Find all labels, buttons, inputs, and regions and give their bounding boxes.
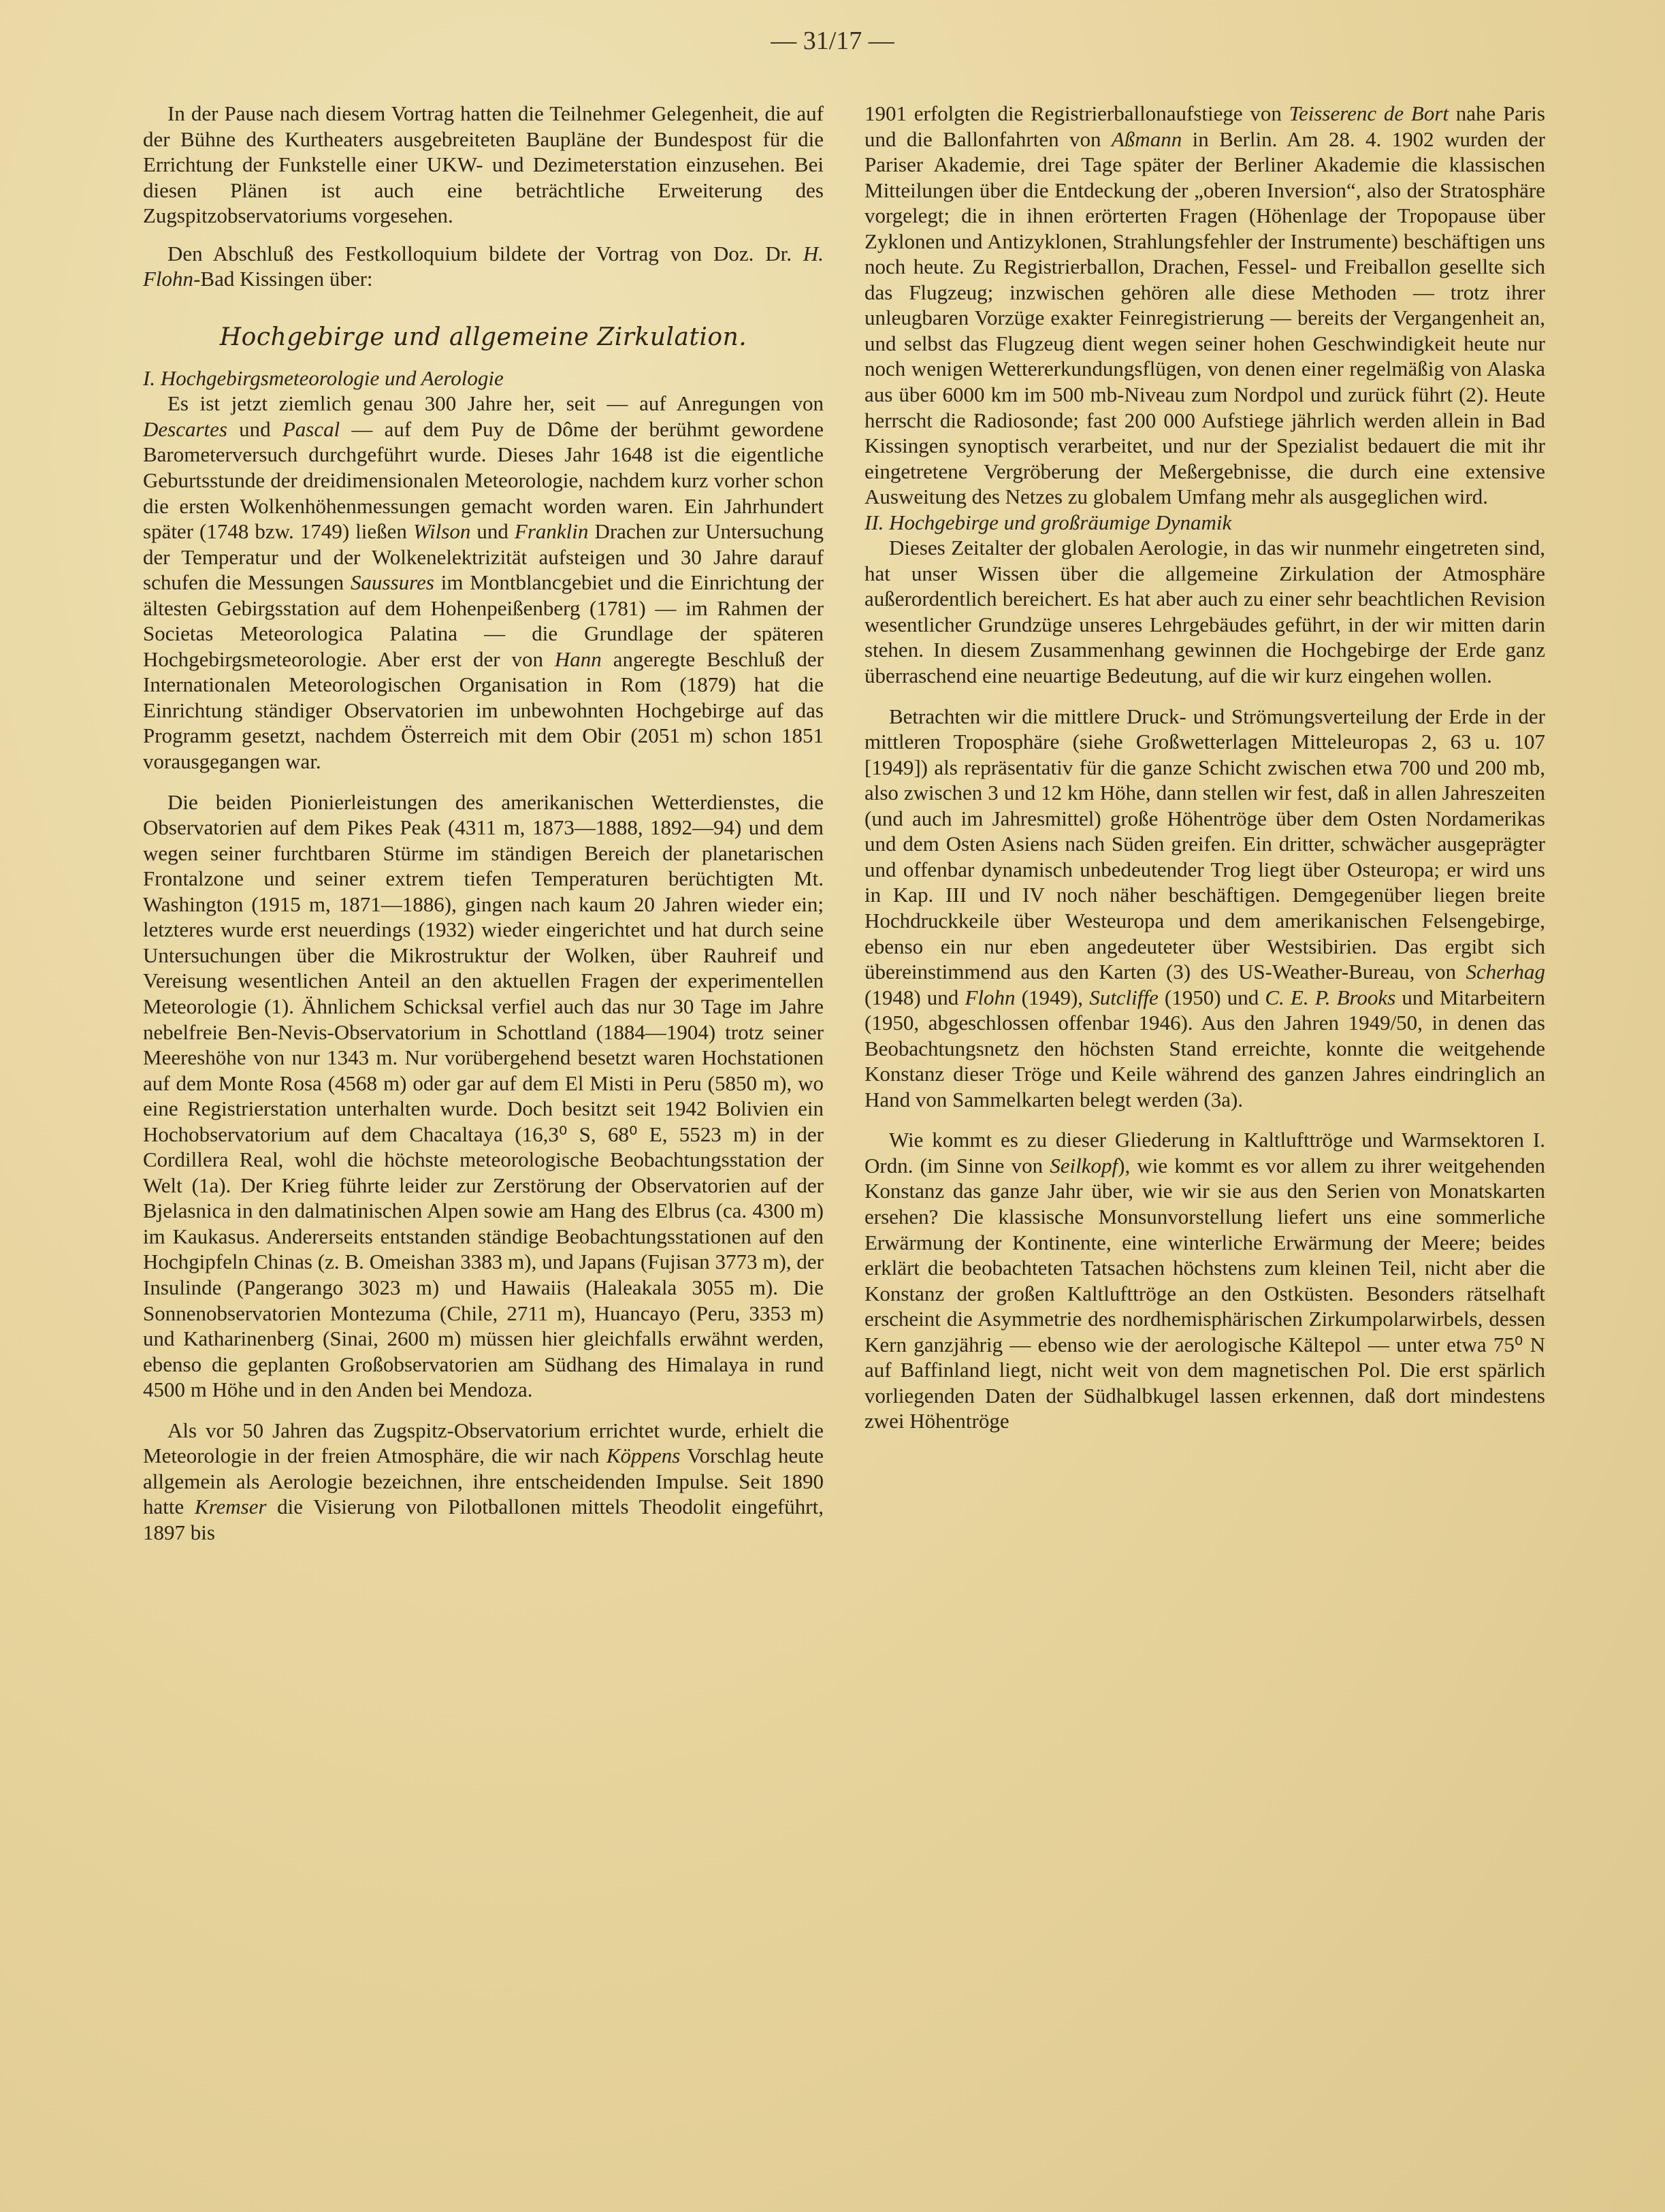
left-column [143, 101, 824, 1545]
paragraph: Wie kommt es zu dieser Gliederung in Kaltlufttröge und Warmsektoren I. Ordn. (im Sinne von Seilkopf), wie kommt es vor allem zu ihrer weitgehenden Konstanz das ganze Jahr über, wie wir sie aus den Serien von Monatskarten ersehen? Die klassische Monsunvorstellung liefert uns eine sommerliche Erwärmung der Kontinente, eine winterliche Erwärmung der Meere; beides erklärt die beobachteten Tatsachen höchstens zum kleinen Teil, nicht aber die Konstanz der großen Kaltlufttröge an den Ostküsten. Besonders rätselhaft erscheint die Asymmetrie des nordhemisphärischen Zirkumpolarwirbels, dessen Kern ganzjährig — ebenso wie der aerologische Kältepol — unter etwa 75⁰ N auf Baffinland liegt, nicht weit von dem magnetischen Pol. Die erst spärlich vorliegenden Daten der Südhalbkugel lassen erkennen, daß dort mindestens zwei Höhentröge [864, 1128, 1545, 1433]
subsection-heading: II. Hochgebirge und großräumige Dynamik [864, 510, 1232, 534]
paragraph: Dieses Zeitalter der globalen Aerologie, in das wir nunmehr eingetreten sind, hat unser Wissen über die allgemeine Zirkulation der Atmosphäre außerordentlich bereichert. Es hat aber auch zu einer sehr beachtlichen Revision wesentlicher Grundzüge unseres Lehrgebäudes geführt, in der wir mitten darin stehen. In diesem Zusammenhang gewinnen die Hochgebirge der Erde ganz überraschend eine neuartige Bedeutung, auf die wir kurz eingehen wollen. [864, 536, 1545, 688]
paragraph: Den Abschluß des Festkolloquium bildete der Vortrag von Doz. Dr. H. Flohn-Bad Kissingen über: [143, 241, 824, 291]
paragraph: Als vor 50 Jahren das Zugspitz-Observatorium errichtet wurde, erhielt die Meteorologie in der freien Atmosphäre, die wir nach Köppens Vorschlag heute allgemein als Aerologie bezeichnen, ihre entscheidenden Impulse. Seit 1890 hatte Kremser die Visierung von Pilotballonen mittels Theodolit eingeführt, 1897 bis [143, 1418, 824, 1544]
subsection-heading: I. Hochgebirgsmeteorologie und Aerologie [143, 365, 504, 390]
section-title: Hochgebirge und allgemeine Zirkulation. [219, 323, 747, 351]
paragraph: 1901 erfolgten die Registrierballonaufstiege von Teisserenc de Bort nahe Paris und die Ballonfahrten von Aßmann in Berlin. Am 28. 4. 1902 wurden der Pariser Akademie, drei Tage später der Berliner Akademie die klassischen Mitteilungen über die Entdeckung der „oberen Inversion“, also der Stratosphäre vorgelegt; die in ihnen erörterten Fragen (Höhenlage der Tropopause über Zyklonen und Antizyklonen, Strahlungsfehler der Instrumente) beschäftigen uns noch heute. Zu Registrierballon, Drachen, Fessel- und Freiballon gesellte sich das Flugzeug; inzwischen gehören alle diese Methoden — trotz ihrer unleugbaren Vorzüge exakter Feinregistrierung — bereits der Vergangenheit an, und selbst das Flugzeug dient wegen seiner hohen Geschwindigkeit heute nur noch wenigen Wettererkundungsflügen, von denen einer regelmäßig von Alaska aus über 6000 km im 500 mb-Niveau zum Nordpol und zurück führt (2). Heute herrscht die Radiosonde; fast 200 000 Aufstiege jährlich werden allein in Bad Kissingen synoptisch verarbeitet, und nur der Spezialist bedauert die mit ihr eingetretene Vergröberung der Meßergebnisse, die durch eine extensive Ausweitung des Netzes zu globalem Umfang mehr als ausgeglichen wird. [864, 101, 1545, 509]
paragraph: Betrachten wir die mittlere Druck- und Strömungsverteilung der Erde in der mittleren Troposphäre (siehe Großwetterlagen Mitteleuropas 2, 63 u. 107 [1949]) als repräsentativ für die ganze Schicht zwischen etwa 700 und 200 mb, also zwischen 3 und 12 km Höhe, dann stellen wir fest, daß in allen Jahreszeiten (und auch im Jahresmittel) große Höhentröge über dem Osten Nordamerikas und dem Osten Asiens nach Süden greifen. Ein dritter, schwächer ausgeprägter und offenbar dynamisch unbedeutender Trog liegt über Osteuropa; er wird uns in Kap. III und IV noch näher beschäftigen. Demgegenüber liegen breite Hochdruckkeile über Westeuropa und dem amerikanischen Felsengebirge, ebenso ein nur eben angedeuteter über Westsibirien. Das ergibt sich übereinstimmend aus den Karten (3) des US-Weather-Bureau, von Scherhag (1948) und Flohn (1949), Sutcliffe (1950) und C. E. P. Brooks und Mitarbeitern (1950, abgeschlossen offenbar 1946). Aus den Jahren 1949/50, in denen das Beobachtungsnetz den höchsten Stand erreichte, konnte die weitgehende Konstanz dieser Tröge und Keile während des ganzen Jahres eindringlich an Hand von Sammelkarten belegt werden (3a). [864, 704, 1545, 1111]
paragraph: Es ist jetzt ziemlich genau 300 Jahre her, seit — auf Anregungen von Descartes und Pascal — auf dem Puy de Dôme der berühmt gewordene Barometerversuch durchgeführt wurde. Dieses Jahr 1648 ist die eigentliche Geburtsstunde der dreidimensionalen Meteorologie, nachdem kurz vorher schon die ersten Wolkenhöhenmessungen gemacht worden waren. Ein Jahrhundert später (1748 bzw. 1749) ließen Wilson und Franklin Drachen zur Untersuchung der Temperatur und der Wolkenelektrizität aufsteigen und 30 Jahre darauf schufen die Messungen Saussures im Montblancgebiet und die Einrichtung der ältesten Gebirgsstation auf dem Hohenpeißenberg (1781) — im Rahmen der Societas Meteorologica Palatina — die Grundlage der späteren Hochgebirgsmeteorologie. Aber erst der von Hann angeregte Beschluß der Internationalen Meteorologischen Organisation in Rom (1879) hat die Einrichtung ständiger Observatorien im unbewohnten Hochgebirge auf das Programm gesetzt, nachdem Österreich mit dem Obir (2051 m) schon 1851 vorausgegangen war. [143, 391, 824, 774]
paragraph: Die beiden Pionierleistungen des amerikanischen Wetterdienstes, die Observatorien auf dem Pikes Peak (4311 m, 1873—1888, 1892—94) und dem wegen seiner furchtbaren Stürme im ständigen Bereich der planetarischen Frontalzone und seiner extrem tiefen Temperaturen berüchtigten Mt. Washington (1915 m, 1871—1886), gingen nach kaum 20 Jahren wieder ein; letzteres wurde erst neuerdings (1932) wieder eingerichtet und hat durch seine Untersuchungen über die Mikrostruktur der Wolken, über Rauhreif und Vereisung wesentlichen Anteil an den aktuellen Fragen der experimentellen Meteorologie (1). Ähnlichem Schicksal verfiel auch das nur 30 Tage im Jahre nebelfreie Ben-Nevis-Observatorium in Schottland (1884—1904) trotz seiner Meereshöhe von nur 1343 m. Nur vorübergehend besetzt waren Hochstationen auf dem Monte Rosa (4568 m) oder gar auf dem El Misti in Peru (5850 m), wo eine Registrierstation unterhalten wurde. Doch besitzt seit 1942 Bolivien ein Hochobservatorium auf dem Chacaltaya (16,3⁰ S, 68⁰ E, 5523 m) in der Cordillera Real, wohl die höchste meteorologische Beobachtungsstation der Welt (1a). Der Krieg führte leider zur Zerstörung der Observatorien auf der Bjelasnica in den dalmatinischen Alpen sowie am Hang des Elbrus (ca. 4300 m) im Kaukasus. Andererseits entstanden ständige Beobachtungsstationen auf den Hochgipfeln Chinas (z. B. Omeishan 3383 m), und Japans (Fujisan 3773 m), der Insulinde (Pangerango 3023 m) und Hawaiis (Haleakala 3055 m). Die Sonnenobservatorien Montezuma (Chile, 2711 m), Huancayo (Peru, 3353 m) und Katharinenberg (Sinai, 2600 m) müssen hier gleichfalls erwähnt werden, ebenso die geplanten Großobservatorien am Südhang des Himalaya in rund 4500 m Höhe und in den Anden bei Mendoza. [143, 790, 824, 1402]
paragraph: In der Pause nach diesem Vortrag hatten die Teilnehmer Gelegenheit, die auf der Bühne des Kurtheaters ausgebreiteten Baupläne der Bundespost für die Errichtung der Funkstelle einer UKW- und Dezimeterstation einzusehen. Bei diesen Plänen ist auch eine beträchtliche Erweiterung des Zugspitzobservatoriums vorgesehen. [143, 101, 824, 228]
right-column [864, 101, 1545, 1434]
page-number: — 31/17 — [771, 27, 894, 55]
author-name: H. Flohn [143, 241, 824, 291]
